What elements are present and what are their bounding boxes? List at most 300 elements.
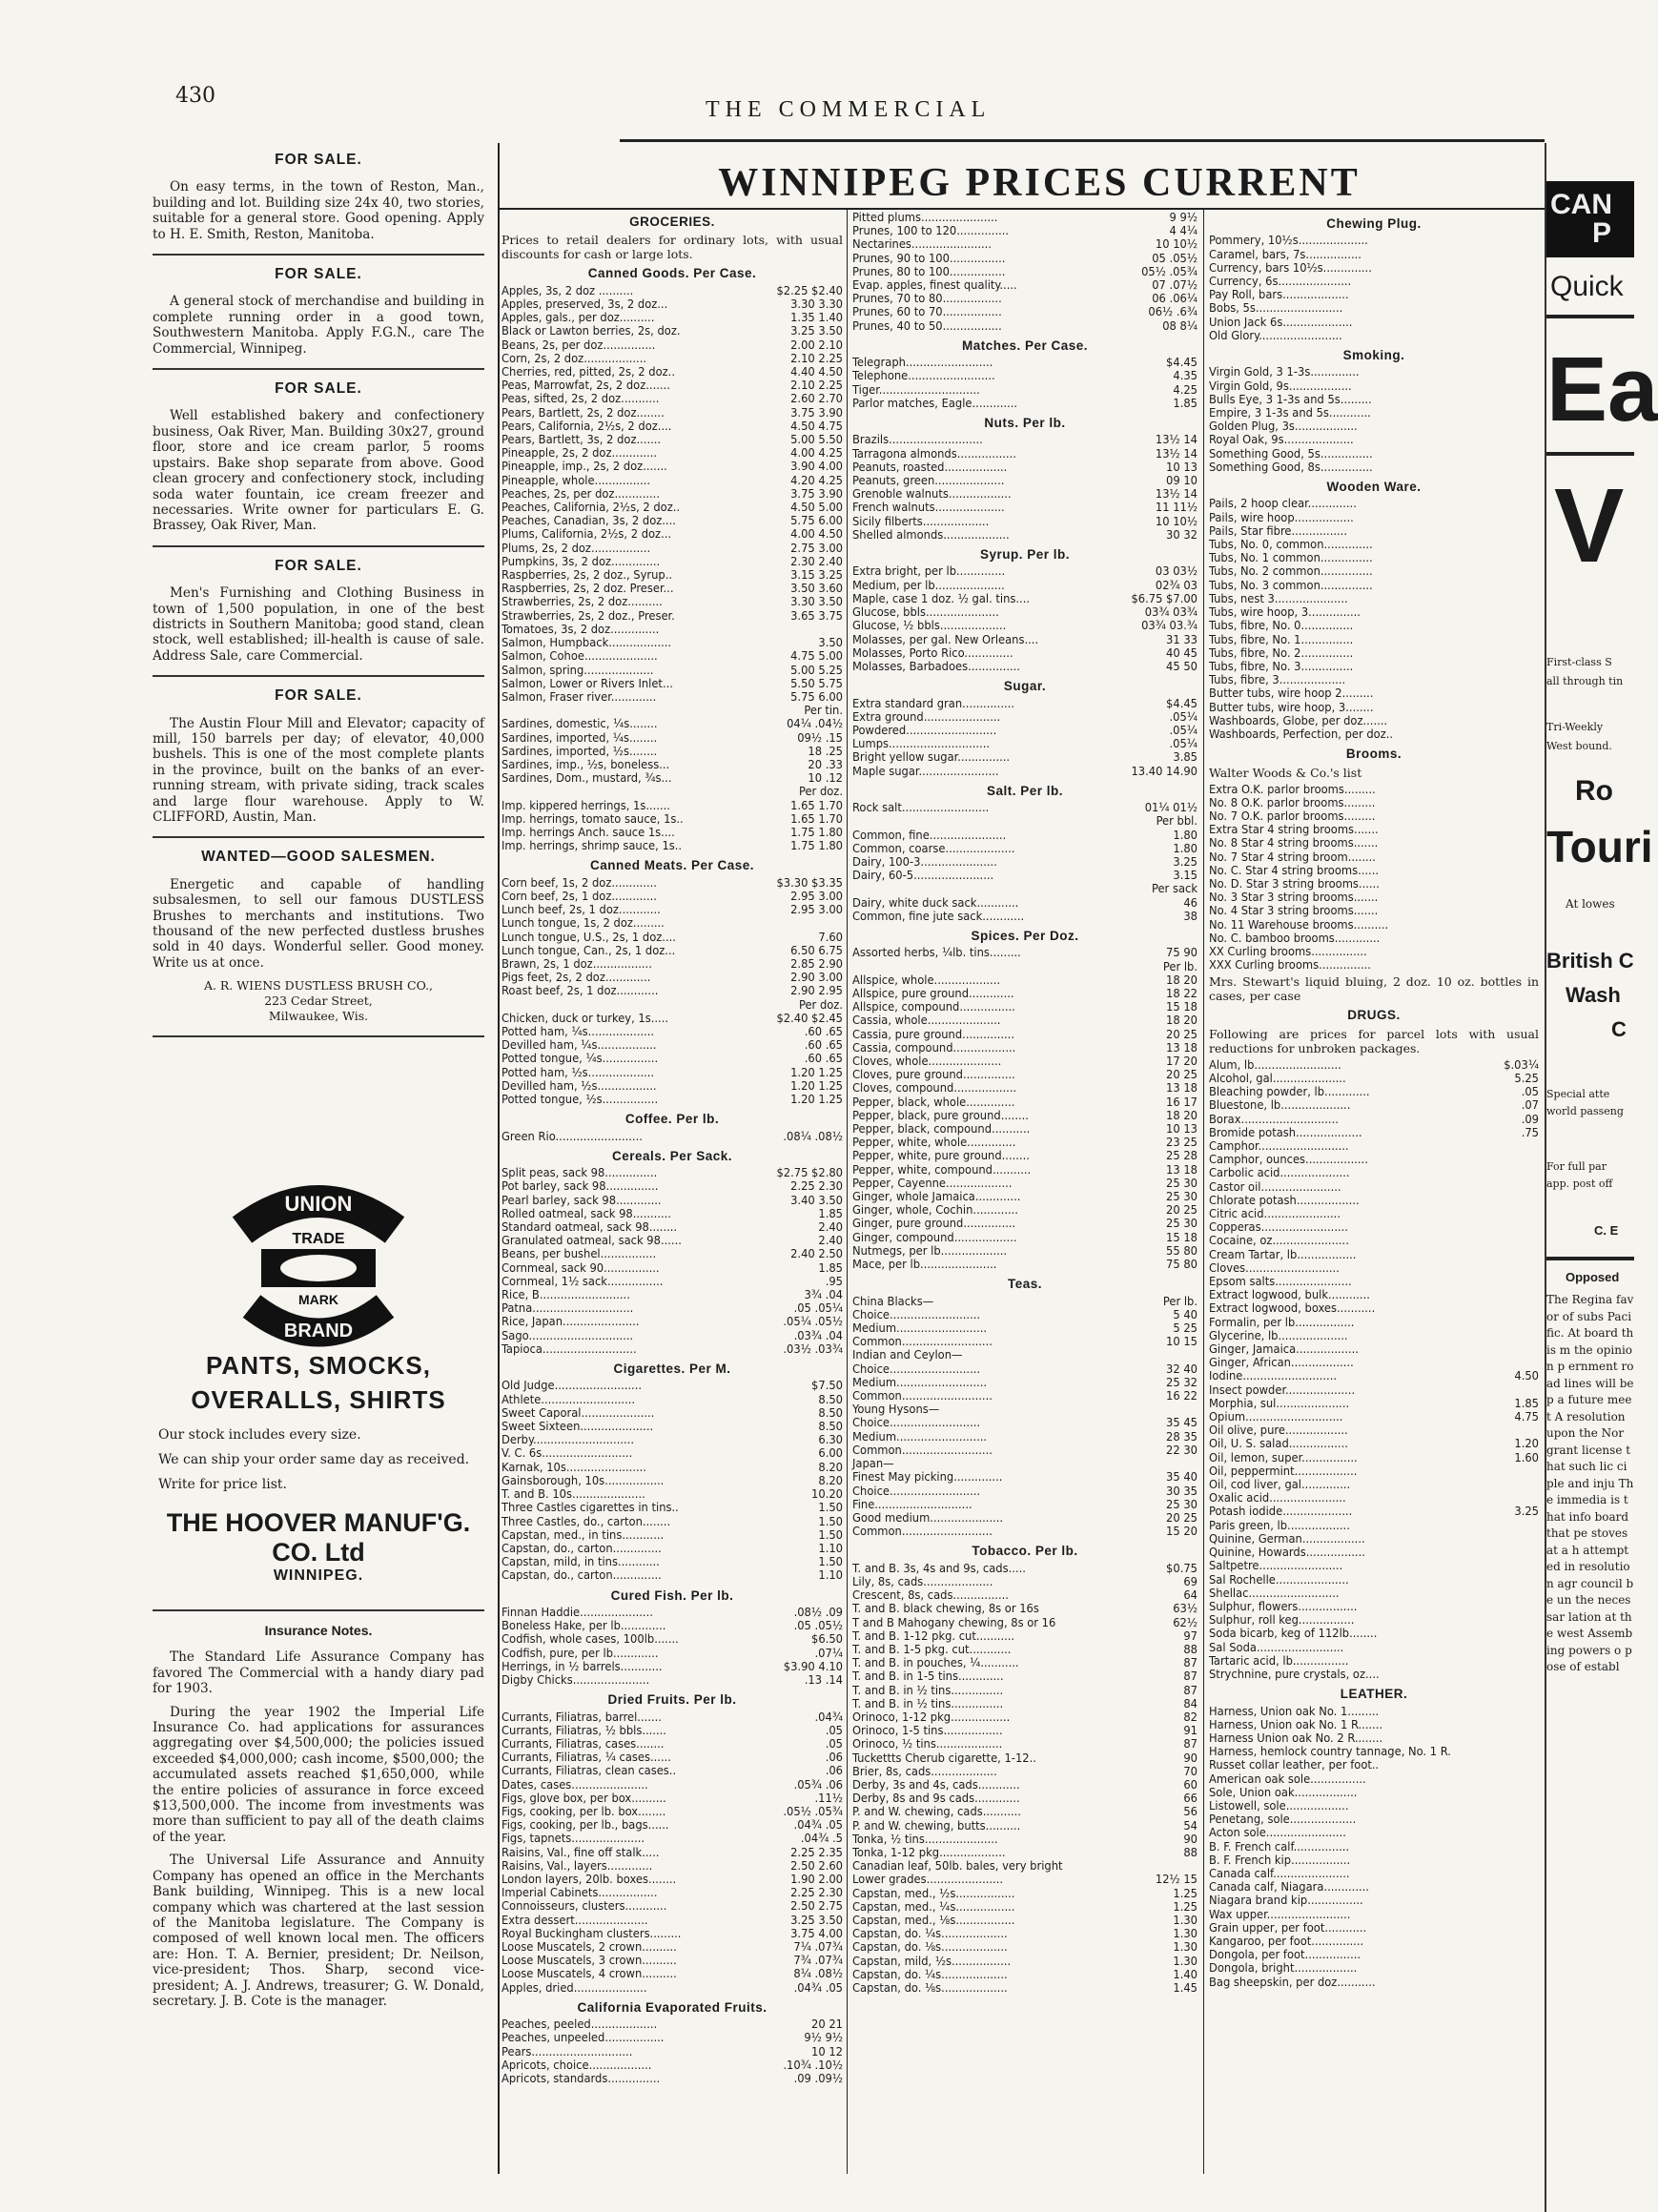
price-row bbox=[852, 253, 1197, 266]
item-name: Acton sole....................... bbox=[1209, 1826, 1346, 1841]
item-price: 3.15 bbox=[1173, 869, 1197, 884]
item-name: Currants, Filiatras, ¼ cases...... bbox=[501, 1751, 671, 1766]
price-row bbox=[501, 1833, 843, 1846]
item-price bbox=[1533, 959, 1539, 973]
item-price bbox=[1533, 1546, 1539, 1560]
item-price: 2.10 2.25 bbox=[790, 379, 843, 394]
item-name: Tubs, nest 3..................... bbox=[1209, 591, 1348, 606]
price-row bbox=[501, 393, 843, 406]
item-name: Young Hysons— bbox=[852, 1403, 940, 1418]
item-name: Listowell, sole.................. bbox=[1209, 1798, 1349, 1813]
item-name: Peanuts, roasted.................. bbox=[852, 460, 1008, 475]
price-row bbox=[1209, 330, 1539, 343]
price-column-3 bbox=[1209, 212, 1539, 2195]
item-price: 1.35 1.40 bbox=[790, 311, 843, 326]
price-row bbox=[501, 420, 843, 434]
price-row bbox=[501, 515, 843, 528]
item-name: Rock salt......................... bbox=[852, 801, 990, 816]
item-name: Something Good, 5s............... bbox=[1209, 446, 1373, 461]
price-row bbox=[852, 1259, 1197, 1272]
item-price: 54 bbox=[1183, 1818, 1197, 1833]
item-price: 1.30 bbox=[1173, 1914, 1197, 1928]
price-row bbox=[1209, 512, 1539, 525]
item-name: T. and B. 1-12 pkg. cut........... bbox=[852, 1628, 1015, 1644]
item-price: 46 bbox=[1183, 895, 1197, 911]
item-price: 8¼ .08½ bbox=[793, 1967, 843, 1982]
price-row bbox=[852, 766, 1197, 779]
price-row bbox=[501, 705, 843, 718]
price-row bbox=[1209, 1560, 1539, 1573]
item-price: 25 32 bbox=[1166, 1375, 1197, 1390]
item-name: Medium.......................... bbox=[852, 1321, 988, 1337]
item-price bbox=[1533, 1140, 1539, 1154]
item-name: Granulated oatmeal, sack 98...... bbox=[501, 1234, 682, 1249]
price-row bbox=[1209, 715, 1539, 728]
item-price bbox=[1533, 407, 1539, 420]
item-price bbox=[1192, 1860, 1197, 1874]
price-row bbox=[1209, 1976, 1539, 1990]
item-price bbox=[1192, 1458, 1197, 1471]
item-name: Cassia, pure ground............... bbox=[852, 1027, 1014, 1042]
price-row bbox=[1209, 1208, 1539, 1221]
price-row bbox=[501, 1343, 843, 1357]
price-row bbox=[1209, 891, 1539, 905]
item-name: Extra dessert..................... bbox=[501, 1913, 648, 1928]
item-price bbox=[1533, 580, 1539, 593]
item-name: Apricots, standards............... bbox=[501, 2072, 661, 2087]
price-row bbox=[852, 1363, 1197, 1377]
price-row bbox=[852, 1245, 1197, 1259]
price-row bbox=[501, 1276, 843, 1289]
item-price: Per sack bbox=[1151, 882, 1197, 897]
item-price: 18 .25 bbox=[808, 744, 843, 759]
price-row bbox=[852, 502, 1197, 515]
strip-t13: British C bbox=[1546, 949, 1634, 973]
price-row bbox=[1209, 1949, 1539, 1962]
item-price: .05½ .05¾ bbox=[783, 1804, 843, 1819]
item-name: No. 4 Star 3 string brooms....... bbox=[1209, 904, 1379, 919]
price-row bbox=[501, 1235, 843, 1248]
item-price: .60 .65 bbox=[804, 1052, 843, 1067]
price-row bbox=[501, 447, 843, 461]
price-row bbox=[852, 1069, 1197, 1082]
price-row bbox=[852, 1322, 1197, 1336]
price-row bbox=[1209, 905, 1539, 918]
item-name: Extra standard gran............... bbox=[852, 696, 1014, 711]
item-price bbox=[1533, 715, 1539, 728]
price-row bbox=[501, 800, 843, 813]
price-row bbox=[852, 1336, 1197, 1349]
item-name: Currency, 6s..................... bbox=[1209, 275, 1352, 290]
price-row bbox=[501, 877, 843, 891]
item-name: Tiger............................. bbox=[852, 382, 980, 398]
price-row bbox=[852, 1137, 1197, 1150]
item-price bbox=[837, 917, 843, 931]
item-name: Capstan, mild, in tins............ bbox=[501, 1555, 660, 1570]
price-row bbox=[1209, 1854, 1539, 1868]
section-heading: Chewing Plug. bbox=[1326, 216, 1422, 231]
item-price: 8.20 bbox=[818, 1460, 843, 1475]
price-row bbox=[852, 843, 1197, 856]
item-name: Lunch tongue, Can., 2s, 1 doz... bbox=[501, 943, 676, 958]
item-name: Pears, Bartlett, 2s, 2 doz........ bbox=[501, 405, 665, 420]
price-row bbox=[1209, 1262, 1539, 1276]
price-row bbox=[1209, 434, 1539, 447]
item-name: American oak sole................ bbox=[1209, 1772, 1366, 1787]
item-name: Caramel, bars, 7s................ bbox=[1209, 247, 1361, 262]
price-row bbox=[852, 1576, 1197, 1589]
item-name: Peas, Marrowfat, 2s, 2 doz....... bbox=[501, 379, 670, 394]
running-head: THE COMMERCIAL bbox=[706, 97, 992, 122]
price-row bbox=[501, 379, 843, 393]
item-price: 6.30 bbox=[818, 1433, 843, 1448]
item-price: .03¾ .04 bbox=[793, 1328, 843, 1343]
item-name: Insect powder.................... bbox=[1209, 1382, 1356, 1398]
price-row bbox=[1209, 1574, 1539, 1587]
item-name: Choice.......................... bbox=[852, 1362, 981, 1377]
item-name: Old Glory........................ bbox=[1209, 328, 1342, 343]
price-row bbox=[1209, 1759, 1539, 1772]
item-price: 3.25 bbox=[1514, 1505, 1539, 1520]
item-name: Kangaroo, per foot............... bbox=[1209, 1934, 1364, 1949]
section-heading: LEATHER. bbox=[1340, 1687, 1408, 1702]
price-row bbox=[1209, 959, 1539, 973]
item-price: 87 bbox=[1183, 1683, 1197, 1698]
item-price: 08 8¼ bbox=[1162, 318, 1197, 334]
price-row bbox=[852, 225, 1197, 238]
item-price: 97 bbox=[1183, 1628, 1197, 1644]
price-row bbox=[1209, 1655, 1539, 1669]
item-price bbox=[1533, 620, 1539, 633]
item-name: Pails, 2 hoop clear.............. bbox=[1209, 497, 1357, 512]
ad-body: Energetic and capable of handling subsalesmen, to sell our famous DUSTLESS Brushes to merchants and institutions. Two thousand of the new perfected dustless brushes sold in 40 days. Wonderful seller. Good money. Write us at once. bbox=[153, 876, 484, 971]
item-price bbox=[1533, 539, 1539, 552]
item-price: 2.50 2.60 bbox=[790, 1858, 843, 1874]
price-row bbox=[1209, 878, 1539, 891]
price-row bbox=[852, 947, 1197, 960]
price-row bbox=[852, 1630, 1197, 1644]
item-name: Apples, dried..................... bbox=[501, 1980, 647, 1996]
item-price bbox=[1533, 1614, 1539, 1628]
price-row bbox=[501, 556, 843, 569]
section-heading: Wooden Ware. bbox=[1326, 480, 1422, 495]
item-name: Imp. herrings, shrimp sauce, 1s.. bbox=[501, 839, 683, 854]
item-name: Bulls Eye, 3 1-3s and 5s......... bbox=[1209, 392, 1372, 407]
item-price bbox=[1533, 1317, 1539, 1330]
item-name: Pepper, black, whole.............. bbox=[852, 1095, 1015, 1110]
item-name: Imp. herrings, tomato sauce, 1s.. bbox=[501, 811, 684, 827]
price-row bbox=[852, 711, 1197, 725]
item-price bbox=[1533, 1922, 1539, 1936]
item-name: Oil, cod liver, gal.............. bbox=[1209, 1478, 1351, 1493]
item-name: Old Judge......................... bbox=[501, 1379, 643, 1394]
price-row bbox=[501, 1394, 843, 1407]
hoover-text-1: Our stock includes every size. bbox=[158, 1427, 361, 1443]
item-name: Codfish, pure, per lb............. bbox=[501, 1646, 659, 1661]
item-name: Brazils........................... bbox=[852, 433, 983, 448]
price-row bbox=[852, 212, 1197, 225]
strip-t19: app. post off bbox=[1546, 1178, 1613, 1190]
item-price: 38 bbox=[1183, 909, 1197, 924]
ad-title: FOR SALE. bbox=[275, 557, 362, 574]
item-price bbox=[1533, 1854, 1539, 1868]
item-name: Brawn, 2s, 1 doz................. bbox=[501, 956, 652, 972]
price-row bbox=[1209, 1587, 1539, 1601]
insurance-para-1: The Standard Life Assurance Company has favored The Commercial with a handy diary pad for 1903. bbox=[153, 1649, 484, 1697]
item-price bbox=[1533, 1276, 1539, 1289]
pants-line-1: PANTS, SMOCKS, bbox=[206, 1351, 431, 1380]
item-name: T. and B. 1-5 pkg. cut............ bbox=[852, 1642, 1012, 1657]
item-name: Common.......................... bbox=[852, 1389, 993, 1404]
price-row bbox=[852, 1725, 1197, 1738]
item-price: 1.20 1.25 bbox=[790, 1093, 843, 1107]
item-name: Camphor, ounces.................. bbox=[1209, 1153, 1368, 1168]
item-price: 5.25 bbox=[1514, 1071, 1539, 1086]
price-row bbox=[1209, 1114, 1539, 1127]
price-row bbox=[852, 698, 1197, 711]
price-row bbox=[501, 1738, 843, 1751]
price-row bbox=[501, 1874, 843, 1887]
item-name: Plums, California, 2½s, 2 doz... bbox=[501, 527, 672, 543]
item-price: 15 18 bbox=[1166, 1000, 1197, 1015]
price-row bbox=[501, 1316, 843, 1329]
item-name: Digby Chicks...................... bbox=[501, 1672, 650, 1688]
price-row bbox=[852, 1860, 1197, 1874]
price-row bbox=[1209, 932, 1539, 946]
item-name: Pepper, black, compound........... bbox=[852, 1122, 1031, 1137]
strip-t16: Special atte bbox=[1546, 1088, 1610, 1100]
item-name: Niagara brand kip................ bbox=[1209, 1894, 1363, 1909]
item-name: Potted tongue, ¼s................ bbox=[501, 1052, 659, 1067]
item-price bbox=[1533, 1221, 1539, 1235]
section-heading: Spices. Per Doz. bbox=[971, 928, 1079, 943]
item-name: Lily, 8s, cads.................... bbox=[852, 1574, 993, 1589]
item-price bbox=[1533, 932, 1539, 946]
item-price bbox=[1533, 702, 1539, 715]
item-price: $.03¼ bbox=[1504, 1057, 1539, 1073]
item-name: T. and B. in pouches, ¼........... bbox=[852, 1656, 1019, 1671]
price-row bbox=[501, 1982, 843, 1996]
page-number: 430 bbox=[175, 84, 215, 108]
item-price: 1.75 1.80 bbox=[790, 825, 843, 840]
item-price bbox=[1533, 1628, 1539, 1641]
price-row bbox=[852, 1752, 1197, 1766]
price-row bbox=[852, 1657, 1197, 1670]
item-price bbox=[1533, 1759, 1539, 1772]
item-price bbox=[1533, 1827, 1539, 1840]
item-price: $0.75 bbox=[1166, 1561, 1197, 1576]
price-row bbox=[501, 1779, 843, 1792]
price-row bbox=[1209, 946, 1539, 959]
item-price: 25 30 bbox=[1166, 1217, 1197, 1232]
item-name: Capstan, med., ¼s................. bbox=[852, 1899, 1015, 1915]
item-name: Paris green, lb.................. bbox=[1209, 1518, 1350, 1533]
item-name: Japan— bbox=[852, 1457, 894, 1472]
item-name: Opium............................ bbox=[1209, 1410, 1343, 1425]
price-row bbox=[1209, 407, 1539, 420]
item-price: $7.50 bbox=[811, 1379, 843, 1394]
item-name: Dongola, bright.................. bbox=[1209, 1961, 1358, 1976]
price-row bbox=[852, 1982, 1197, 1996]
item-name: Shellac.......................... bbox=[1209, 1586, 1340, 1601]
item-price: .05¼ .05½ bbox=[783, 1315, 843, 1330]
price-row bbox=[852, 1644, 1197, 1657]
item-price bbox=[1533, 330, 1539, 343]
item-price bbox=[1533, 1302, 1539, 1316]
price-row bbox=[1209, 1059, 1539, 1073]
item-price bbox=[1533, 1262, 1539, 1276]
price-row bbox=[852, 974, 1197, 988]
item-name: Prunes, 80 to 100................ bbox=[852, 264, 1006, 279]
item-name: Figs, cooking, per lb., bags...... bbox=[501, 1818, 669, 1833]
price-row bbox=[852, 1444, 1197, 1458]
price-row bbox=[1209, 1154, 1539, 1167]
item-name: Devilled ham, ½s................. bbox=[501, 1078, 657, 1094]
price-column-1 bbox=[501, 210, 843, 2193]
item-name: Washboards, Perfection, per doz.. bbox=[1209, 727, 1394, 742]
item-price: 4.75 bbox=[1514, 1410, 1539, 1425]
column-rule-left bbox=[498, 143, 500, 2174]
item-price bbox=[1533, 1587, 1539, 1601]
item-name: Dairy, 100-3...................... bbox=[852, 854, 997, 870]
item-name: Loose Muscatels, 3 crown.......... bbox=[501, 1954, 677, 1969]
price-row bbox=[1209, 276, 1539, 289]
price-row bbox=[852, 1296, 1197, 1309]
ad-separator bbox=[153, 836, 484, 838]
price-row bbox=[1209, 606, 1539, 620]
item-name: P. and W. chewing, butts.......... bbox=[852, 1818, 1021, 1833]
item-price: 2.75 3.00 bbox=[790, 541, 843, 556]
item-name: Formalin, per lb................. bbox=[1209, 1315, 1355, 1330]
item-name: Standard oatmeal, sack 98........ bbox=[501, 1220, 678, 1236]
ad-title: FOR SALE. bbox=[275, 380, 362, 398]
item-name: Tomatoes, 3s, 2 doz.............. bbox=[501, 622, 660, 637]
price-row bbox=[852, 357, 1197, 370]
item-price: 16 22 bbox=[1166, 1389, 1197, 1404]
price-row bbox=[852, 565, 1197, 579]
price-row bbox=[501, 840, 843, 853]
item-price: 13 18 bbox=[1166, 1040, 1197, 1055]
item-name: No. C. bamboo brooms............. bbox=[1209, 931, 1381, 946]
item-name: Lunch tongue, U.S., 2s, 1 doz.... bbox=[501, 930, 676, 945]
price-row bbox=[1209, 1601, 1539, 1614]
item-name: Ginger, pure ground............... bbox=[852, 1217, 1016, 1232]
item-price bbox=[1533, 366, 1539, 379]
item-name: Black or Lawton berries, 2s, doz. bbox=[501, 324, 681, 339]
item-price: 75 80 bbox=[1166, 1258, 1197, 1273]
price-row bbox=[852, 1792, 1197, 1806]
price-row bbox=[501, 1711, 843, 1725]
item-price: 8.50 bbox=[818, 1405, 843, 1421]
item-name: Saltpetre........................ bbox=[1209, 1559, 1343, 1574]
item-price: 1.90 2.00 bbox=[790, 1872, 843, 1887]
item-price: 45 50 bbox=[1166, 659, 1197, 674]
item-price bbox=[1533, 1706, 1539, 1719]
price-row bbox=[501, 2046, 843, 2059]
item-price: .75 bbox=[1521, 1125, 1539, 1140]
logo-bottom-text: BRAND bbox=[283, 1321, 354, 1342]
insurance-title: Insurance Notes. bbox=[264, 1623, 373, 1638]
item-price: 2.50 2.75 bbox=[790, 1899, 843, 1915]
section-note: Following are prices for parcel lots with usual reductions for unbroken packages. bbox=[1209, 1026, 1539, 1055]
item-name: No. D. Star 3 string brooms...... bbox=[1209, 876, 1380, 891]
item-name: Dairy, white duck sack............ bbox=[852, 895, 1019, 911]
ad-separator bbox=[153, 675, 484, 677]
item-price: 1.20 1.25 bbox=[790, 1078, 843, 1094]
item-price: 20 21 bbox=[811, 2017, 843, 2033]
price-row bbox=[1209, 1086, 1539, 1099]
item-name: No. 7 O.K. parlor brooms......... bbox=[1209, 809, 1376, 824]
item-price bbox=[1533, 498, 1539, 511]
item-price: 25 28 bbox=[1166, 1149, 1197, 1164]
item-price: 30 35 bbox=[1166, 1484, 1197, 1499]
price-row bbox=[1209, 1800, 1539, 1813]
price-row bbox=[501, 1569, 843, 1583]
item-price bbox=[1533, 606, 1539, 620]
price-row bbox=[852, 1833, 1197, 1847]
item-price bbox=[1533, 851, 1539, 865]
item-price: 10 15 bbox=[1166, 1335, 1197, 1350]
price-row bbox=[1209, 647, 1539, 661]
item-price: 2.40 2.50 bbox=[790, 1247, 843, 1262]
item-price: 13½ 14 bbox=[1155, 433, 1197, 448]
strip-t10: Ro bbox=[1575, 775, 1613, 807]
strip-t12: At lowes bbox=[1566, 897, 1615, 911]
item-price: 1.85 bbox=[1173, 396, 1197, 411]
price-row bbox=[501, 325, 843, 338]
price-row bbox=[501, 1094, 843, 1107]
item-name: Tubs, No. 0, common.............. bbox=[1209, 538, 1373, 553]
item-price bbox=[1533, 661, 1539, 674]
item-name: T. and B. black chewing, 8s or 16s bbox=[852, 1602, 1039, 1617]
item-price: 8.50 bbox=[818, 1420, 843, 1435]
item-price bbox=[1533, 1642, 1539, 1655]
price-row bbox=[852, 1029, 1197, 1042]
price-row bbox=[501, 298, 843, 312]
item-price: Per lb. bbox=[1162, 1294, 1197, 1309]
ad-body: The Austin Flour Mill and Elevator; capacity of mill, 150 barrels per day; of elevator, 40,000 bushels. This is one of the most complete plants in the province, built on the banks of an ever-running stream, with private siding, track scales and large flour warehouse. Apply to W. CLIFFORD, Austin, Man. bbox=[153, 715, 484, 825]
item-price: .08¼ .08½ bbox=[783, 1129, 843, 1144]
item-price bbox=[1533, 276, 1539, 289]
item-price bbox=[1533, 891, 1539, 905]
price-row bbox=[1209, 797, 1539, 810]
union-brand-logo bbox=[153, 1173, 484, 1348]
item-price bbox=[1533, 1384, 1539, 1398]
item-name: Herrings, in ½ barrels............ bbox=[501, 1659, 663, 1674]
price-row bbox=[852, 802, 1197, 815]
item-price: 20 25 bbox=[1166, 1203, 1197, 1219]
item-price: 07 .07½ bbox=[1152, 278, 1197, 294]
item-price: 64 bbox=[1183, 1588, 1197, 1604]
ad-body: Men's Furnishing and Clothing Business in town of 1,500 population, in one of the best districts in Southern Manitoba; good stand, clean stock, well established; ill-health is cause of sale. Address Sale, care Commercial. bbox=[153, 585, 484, 664]
item-name: Connoisseurs, clusters............ bbox=[501, 1899, 667, 1915]
section-heading: Coffee. Per lb. bbox=[624, 1112, 720, 1127]
price-row bbox=[1209, 1533, 1539, 1546]
item-price bbox=[1533, 1909, 1539, 1922]
price-row bbox=[1209, 1706, 1539, 1719]
item-name: XXX Curling brooms............... bbox=[1209, 958, 1371, 973]
price-row bbox=[852, 279, 1197, 293]
item-name: Extract logwood, bulk............ bbox=[1209, 1288, 1370, 1303]
price-row bbox=[501, 2032, 843, 2045]
price-row bbox=[852, 751, 1197, 765]
price-row bbox=[501, 1955, 843, 1968]
item-name: Peaches, California, 2½s, 2 doz.. bbox=[501, 501, 681, 516]
price-row bbox=[852, 1698, 1197, 1711]
price-row bbox=[852, 1471, 1197, 1485]
item-price: 20 25 bbox=[1166, 1068, 1197, 1083]
price-row bbox=[1209, 1424, 1539, 1438]
